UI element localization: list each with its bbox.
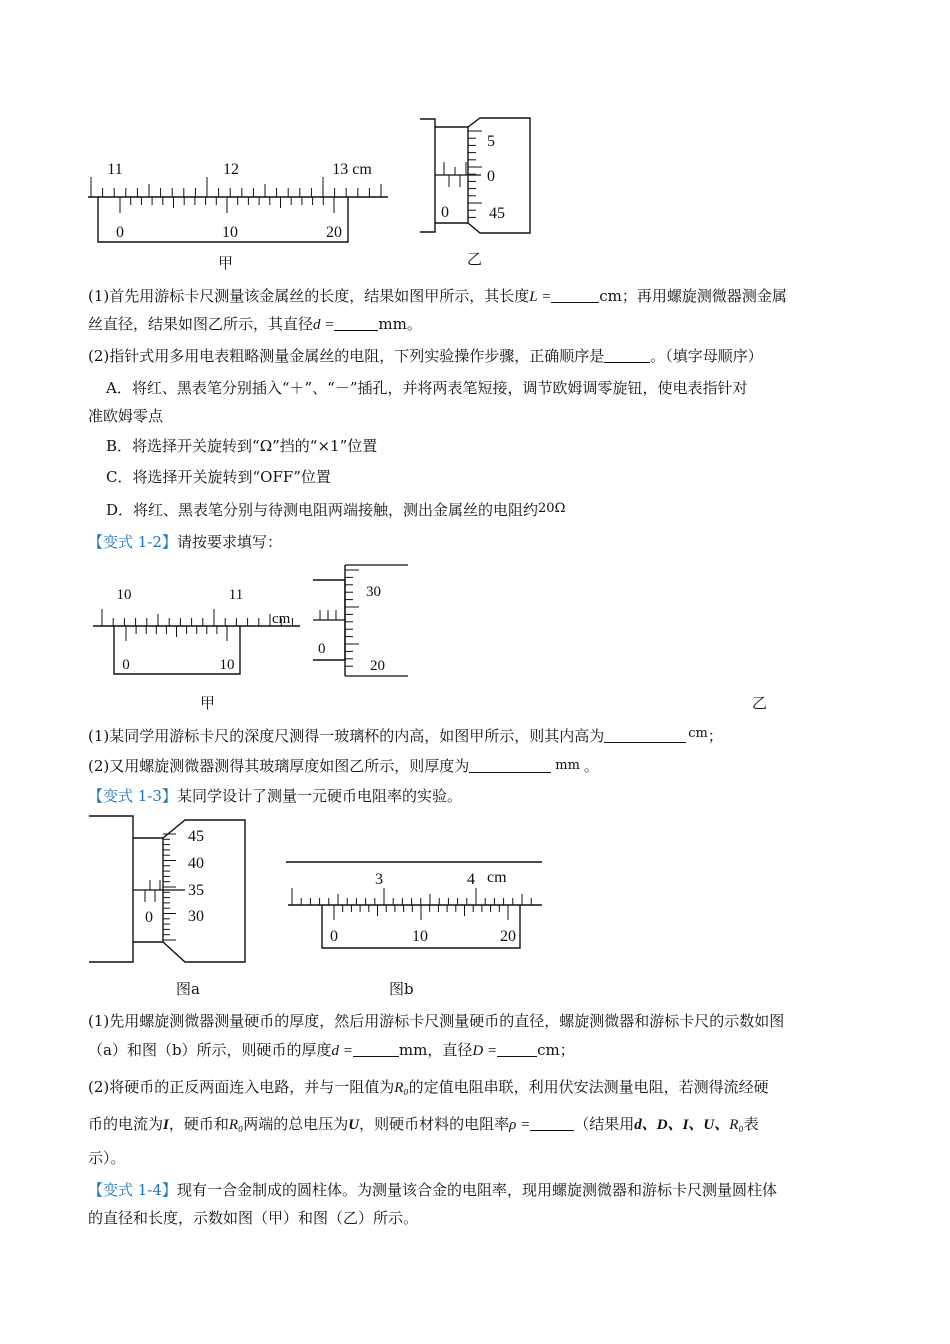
- question-1-line-2: 丝直径，结果如图乙所示，其直径d = mm。: [88, 315, 422, 333]
- answer-blank-height[interactable]: [604, 728, 686, 743]
- caliper-figure-jia: [80, 150, 400, 250]
- variant-1-2-q2: (2)又用螺旋测微器测得其玻璃厚度如图乙所示，则厚度为 mm 。: [88, 757, 599, 775]
- resistance-value: 20Ω: [538, 501, 566, 516]
- main-scale-label: 12: [223, 161, 239, 178]
- micrometer-figure-yi-2: [308, 560, 418, 680]
- sleeve-label: 0: [145, 909, 153, 926]
- variant-1-4-line-2: 的直径和长度，示数如图（甲）和图（乙）所示。: [88, 1209, 419, 1227]
- figure-caption: 甲: [200, 694, 216, 712]
- main-scale-label: 11: [107, 161, 123, 178]
- variant-tag: 【变式 1-2】: [88, 533, 177, 551]
- caliper-figure-jia-2: [88, 582, 308, 677]
- vernier-scale-label: 10: [219, 657, 235, 673]
- answer-blank-resistivity[interactable]: [530, 1116, 574, 1131]
- option-b: B．将选择开关旋转到“Ω”挡的“×1”位置: [106, 437, 378, 455]
- vernier-scale-label: 20: [500, 928, 516, 945]
- var-d: d =: [313, 317, 335, 333]
- variant-1-3-heading: 【变式 1-3】某同学设计了测量一元硬币电阻率的实验。: [88, 787, 462, 805]
- vernier-scale-label: 10: [412, 928, 428, 945]
- sleeve-label: 0: [441, 204, 449, 221]
- main-scale-label: 13 cm: [332, 161, 372, 178]
- var-d: d =: [331, 1043, 353, 1059]
- option-a-line-1: A．将红、黑表笔分别插入“＋”、“－”插孔，并将两表笔短接，调节欧姆调零旋钮，使电表指针对: [106, 379, 748, 397]
- answer-blank-thickness[interactable]: [469, 758, 551, 773]
- figure-caption: 图a: [176, 980, 200, 998]
- var-R0: R₀: [228, 1117, 244, 1133]
- var-R0: R₀: [394, 1080, 409, 1096]
- option-d: D．将红、黑表笔分别与待测电阻两端接触，测出金属丝的电阻约20Ω: [106, 501, 566, 519]
- variant-1-3-q2-line-1: (2)将硬币的正反两面连入电路，并与一阻值为R₀的定值电阻串联，利用伏安法测量电阻，若测得流经硬: [88, 1078, 769, 1096]
- vernier-scale-label: 0: [330, 928, 338, 945]
- figure-caption: 甲: [218, 254, 234, 272]
- answer-blank-d[interactable]: [334, 316, 378, 331]
- variant-1-3-q2-line-3: 示）。: [88, 1149, 126, 1167]
- var-D: D =: [472, 1043, 498, 1059]
- vernier-scale-label: 0: [122, 657, 130, 673]
- option-a-line-2: 准欧姆零点: [88, 407, 164, 425]
- answer-blank-order[interactable]: [604, 348, 650, 363]
- answer-blank-diameter[interactable]: [497, 1042, 537, 1057]
- main-scale-label: 10: [116, 587, 132, 603]
- figure-caption: 图b: [389, 980, 414, 998]
- caliper-figure-b: [284, 856, 549, 956]
- unit-label: cm: [272, 611, 291, 627]
- main-scale-label: 3: [375, 871, 383, 888]
- var-L: L =: [529, 289, 552, 305]
- variant-1-3-q1-line-2: （a）和图（b）所示，则硬币的厚度d = mm，直径D = cm；: [88, 1041, 575, 1059]
- question-2-stem: (2)指针式用多用电表粗略测量金属丝的电阻，下列实验操作步骤，正确顺序是 。（填字母顺序）: [88, 347, 763, 365]
- vernier-scale-label: 0: [116, 224, 124, 241]
- question-1-line-1: (1)首先用游标卡尺测量该金属丝的长度，结果如图甲所示，其长度L = cm；再用螺旋测微器测金属: [88, 287, 787, 305]
- vernier-scale-label: 20: [326, 224, 342, 241]
- var-rho: ρ =: [509, 1117, 531, 1133]
- thimble-label: 30: [188, 908, 204, 925]
- main-scale-label: 4: [467, 871, 475, 888]
- micrometer-figure-a: [85, 812, 255, 967]
- thimble-label: 45: [188, 828, 204, 845]
- thimble-label: 30: [366, 584, 381, 600]
- variant-1-2-heading: 【变式 1-2】请按要求填写：: [88, 533, 282, 551]
- vernier-scale-label: 10: [222, 224, 238, 241]
- answer-blank-L[interactable]: [551, 288, 599, 303]
- variant-1-3-q2-line-2: 币的电流为I，硬币和R₀两端的总电压为U，则硬币材料的电阻率ρ = （结果用d、D、I、U、R₀表: [88, 1115, 759, 1133]
- thimble-label: 5: [487, 133, 495, 150]
- variant-1-2-q1: (1)某同学用游标卡尺的深度尺测得一玻璃杯的内高，如图甲所示，则其内高为 cm；: [88, 726, 723, 745]
- unit-label: cm: [487, 869, 507, 886]
- micrometer-figure-yi: [415, 115, 535, 240]
- sleeve-label: 0: [318, 641, 326, 657]
- figure-caption: 乙: [752, 694, 768, 712]
- var-R0: R₀: [729, 1117, 744, 1133]
- variant-tag: 【变式 1-3】: [88, 787, 177, 805]
- thimble-label: 35: [188, 882, 204, 899]
- variant-tag: 【变式 1-4】: [88, 1181, 177, 1199]
- thimble-label: 40: [188, 855, 204, 872]
- thimble-label: 0: [487, 168, 495, 185]
- main-scale-label: 11: [228, 587, 244, 603]
- option-c: C．将选择开关旋转到“OFF”位置: [106, 468, 331, 486]
- variant-1-3-q1-line-1: (1)先用螺旋测微器测量硬币的厚度，然后用游标卡尺测量硬币的直径，螺旋测微器和游标卡尺的示数如图: [88, 1012, 785, 1030]
- answer-blank-thickness[interactable]: [353, 1042, 399, 1057]
- figure-caption: 乙: [467, 250, 483, 268]
- thimble-label: 20: [370, 658, 385, 674]
- thimble-label: 45: [489, 205, 505, 222]
- variant-1-4-line-1: 【变式 1-4】现有一合金制成的圆柱体。为测量该合金的电阻率，现用螺旋测微器和游标卡尺测量圆柱体: [88, 1181, 777, 1199]
